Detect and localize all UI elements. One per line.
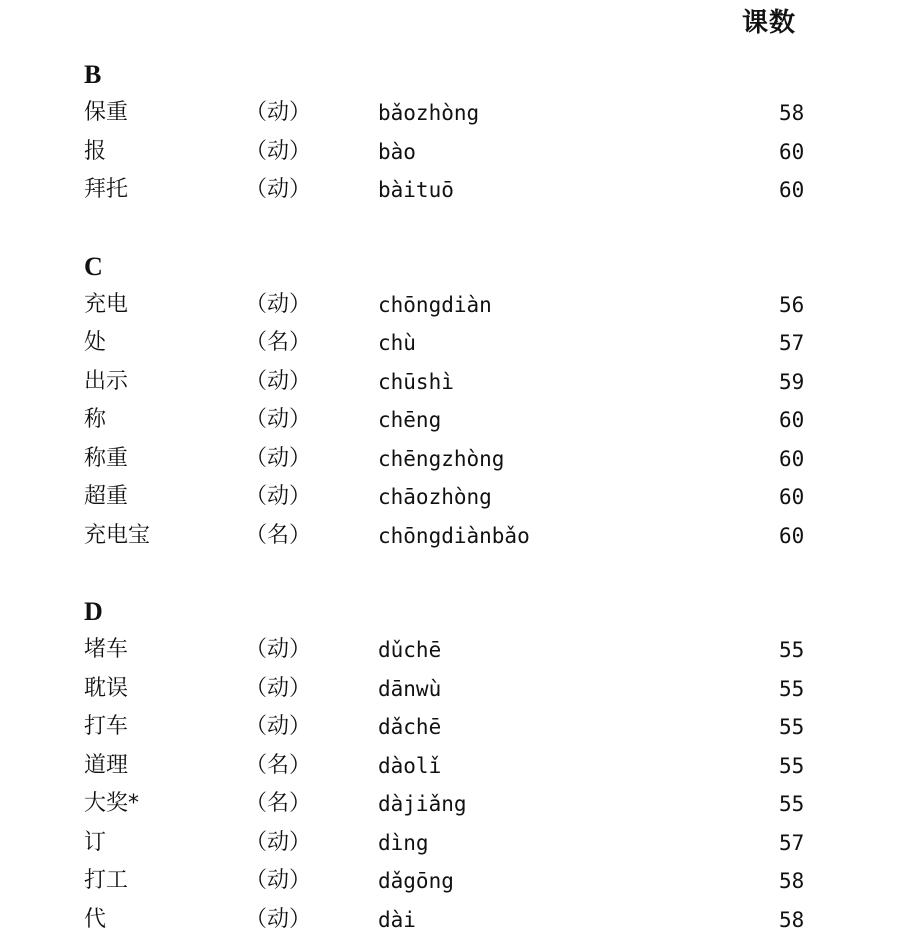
- part-of-speech: （动）: [245, 133, 311, 172]
- lesson-number: 57: [779, 824, 804, 863]
- lesson-number: 60: [779, 401, 804, 440]
- part-of-speech: （动）: [245, 901, 311, 939]
- pinyin: dǎchē: [378, 708, 441, 747]
- lesson-number: 55: [779, 670, 804, 709]
- section-d: [0, 593, 920, 939]
- word: 堵车: [84, 631, 128, 670]
- word: 处: [84, 324, 106, 363]
- part-of-speech: （动）: [245, 862, 311, 901]
- lesson-number: 55: [779, 785, 804, 824]
- lesson-number: 58: [779, 901, 804, 939]
- pinyin: chūshì: [378, 363, 454, 402]
- part-of-speech: （名）: [245, 324, 311, 363]
- part-of-speech: （动）: [245, 286, 311, 325]
- part-of-speech: （动）: [245, 363, 311, 402]
- glossary-row: [0, 171, 920, 210]
- lesson-number: 57: [779, 324, 804, 363]
- pinyin: bào: [378, 133, 416, 172]
- glossary-row: [0, 401, 920, 440]
- part-of-speech: （动）: [245, 440, 311, 479]
- section-letter: D: [0, 593, 920, 631]
- word: 报: [84, 133, 106, 172]
- section-letter: B: [0, 56, 920, 94]
- part-of-speech: （动）: [245, 631, 311, 670]
- glossary: [0, 56, 920, 939]
- pinyin: dānwù: [378, 670, 441, 709]
- lesson-number: 55: [779, 747, 804, 786]
- pinyin: bǎozhòng: [378, 94, 479, 133]
- glossary-row: [0, 517, 920, 556]
- glossary-row: [0, 133, 920, 172]
- part-of-speech: （动）: [245, 478, 311, 517]
- glossary-row: [0, 631, 920, 670]
- glossary-row: [0, 286, 920, 325]
- lesson-number: 60: [779, 133, 804, 172]
- part-of-speech: （动）: [245, 401, 311, 440]
- word: 充电宝: [84, 517, 150, 556]
- pinyin: dìng: [378, 824, 429, 863]
- lesson-number: 55: [779, 631, 804, 670]
- word: 拜托: [84, 171, 128, 210]
- glossary-row: [0, 478, 920, 517]
- glossary-row: [0, 324, 920, 363]
- pinyin: dǔchē: [378, 631, 441, 670]
- word: 代: [84, 901, 106, 939]
- part-of-speech: （动）: [245, 824, 311, 863]
- pinyin: chāozhòng: [378, 478, 492, 517]
- pinyin: chù: [378, 324, 416, 363]
- lesson-number: 58: [779, 862, 804, 901]
- section-letter: C: [0, 248, 920, 286]
- glossary-row: [0, 94, 920, 133]
- pinyin: bàituō: [378, 171, 454, 210]
- part-of-speech: （动）: [245, 670, 311, 709]
- word: 大奖*: [84, 785, 139, 824]
- part-of-speech: （名）: [245, 747, 311, 786]
- part-of-speech: （动）: [245, 94, 311, 133]
- pinyin: dàolǐ: [378, 747, 441, 786]
- glossary-row: [0, 440, 920, 479]
- word: 充电: [84, 286, 128, 325]
- word: 耽误: [84, 670, 128, 709]
- word: 打工: [84, 862, 128, 901]
- lesson-number: 60: [779, 478, 804, 517]
- lesson-number: 55: [779, 708, 804, 747]
- pinyin: chōngdiànbǎo: [378, 517, 530, 556]
- glossary-row: [0, 747, 920, 786]
- word: 出示: [84, 363, 128, 402]
- part-of-speech: （名）: [245, 517, 311, 556]
- glossary-row: [0, 708, 920, 747]
- pinyin: dài: [378, 901, 416, 939]
- word: 订: [84, 824, 106, 863]
- lesson-count-header: 课数: [742, 2, 796, 39]
- glossary-row: [0, 824, 920, 863]
- word: 保重: [84, 94, 128, 133]
- glossary-row: [0, 862, 920, 901]
- word: 称: [84, 401, 106, 440]
- section-b: [0, 56, 920, 210]
- lesson-number: 60: [779, 171, 804, 210]
- pinyin: dǎgōng: [378, 862, 454, 901]
- word: 打车: [84, 708, 128, 747]
- lesson-number: 60: [779, 517, 804, 556]
- pinyin: chēng: [378, 401, 441, 440]
- glossary-row: [0, 785, 920, 824]
- pinyin: chōngdiàn: [378, 286, 492, 325]
- part-of-speech: （动）: [245, 171, 311, 210]
- word: 道理: [84, 747, 128, 786]
- lesson-number: 58: [779, 94, 804, 133]
- word: 称重: [84, 440, 128, 479]
- lesson-number: 56: [779, 286, 804, 325]
- section-c: [0, 248, 920, 556]
- glossary-row: [0, 670, 920, 709]
- glossary-row: [0, 363, 920, 402]
- word: 超重: [84, 478, 128, 517]
- lesson-number: 60: [779, 440, 804, 479]
- part-of-speech: （名）: [245, 785, 311, 824]
- lesson-number: 59: [779, 363, 804, 402]
- pinyin: chēngzhòng: [378, 440, 504, 479]
- pinyin: dàjiǎng: [378, 785, 467, 824]
- part-of-speech: （动）: [245, 708, 311, 747]
